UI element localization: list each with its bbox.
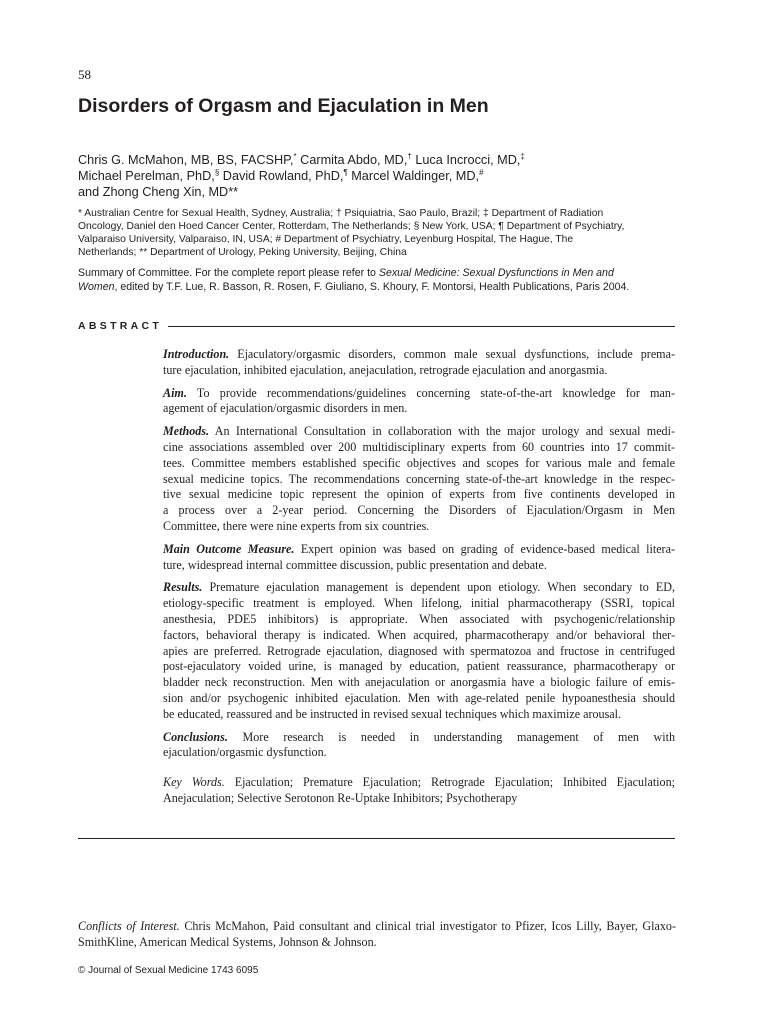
affiliation-line: Netherlands; ** Department of Urology, Peking University, Beijing, China <box>78 247 407 258</box>
author-name: Michael Perelman, PhD, <box>78 169 215 183</box>
abstract-line <box>163 347 675 363</box>
conflicts-line <box>78 919 676 935</box>
abstract-line: sexual medicine topics. The recommendations concerning state-of-the-art knowledge in the respec- <box>163 471 675 486</box>
abstract-line <box>163 386 675 402</box>
abstract-main-outcome <box>163 542 675 574</box>
summary-line <box>78 267 676 281</box>
abstract-line <box>163 542 675 558</box>
abstract-line <box>163 775 675 791</box>
abstract-line: ture ejaculation, inhibited ejaculation, anejaculation, retrograde ejaculation and anorgasmia. <box>163 362 608 377</box>
abstract-line: post-ejaculatory voided urine, is managed by education, patient reassurance, pharmacotherapy or <box>163 659 675 674</box>
affiliations <box>78 207 676 259</box>
abstract-line <box>163 424 675 440</box>
abstract-line: tive sexual medicine topic represent the opinion of experts from five continents developed in <box>163 487 675 502</box>
committee-summary <box>78 267 676 294</box>
abstract-text: Ejaculation; Premature Ejaculation; Retrograde Ejaculation; Inhibited Ejaculation; <box>234 775 675 790</box>
abstract-text: Expert opinion was based on grading of evidence-based medical litera- <box>300 541 675 556</box>
affiliation-line: Oncology, Daniel den Hoed Cancer Center, Rotterdam, The Netherlands; § New York, USA; ¶ Department of Psychiatry, <box>78 221 625 232</box>
abstract-divider <box>168 326 675 327</box>
abstract-line: etiology-specific treatment is employed. When lifelong, initial pharmacotherapy (SSRI, topical <box>163 596 675 611</box>
abstract-line: be educated, reassured and be instructed in revised sexual techniques which maximize arousal. <box>163 706 622 721</box>
author-line <box>78 184 678 200</box>
section-label: Key Words. <box>163 775 225 790</box>
abstract-line: tees. Committee members established specific objectives and scopes for various male and female <box>163 455 675 470</box>
abstract-line <box>163 580 675 596</box>
abstract-line: anesthesia, PDE5 inhibitors) is appropriate. When associated with psychogenic/relationship <box>163 611 675 626</box>
abstract-line <box>163 730 675 746</box>
affiliation-marker: ¶ <box>343 168 348 177</box>
affiliation-line: * Australian Centre for Sexual Health, Sydney, Australia; † Psiquiatria, Sao Paulo, Brazil; ‡ Department of Radiation <box>78 208 604 219</box>
book-title: Women <box>78 280 115 293</box>
affiliation-marker: # <box>479 168 484 177</box>
affiliation-marker: § <box>214 168 220 177</box>
section-label: Results. <box>163 580 203 595</box>
abstract-line: apies are preferred. Retrograde ejaculation, diagnosed with spermatozoa and fructose in centrifuged <box>163 643 675 658</box>
abstract-line: Committee, there were nine experts from six countries. <box>163 518 430 533</box>
author-name: Chris G. McMahon, MB, BS, FACSHP, <box>78 153 294 167</box>
copyright-notice: © Journal of Sexual Medicine 1743 6095 <box>78 965 259 976</box>
abstract-text: Ejaculatory/orgasmic disorders, common male sexual dysfunctions, include prema- <box>237 347 675 361</box>
summary-text: , edited by T.F. Lue, R. Basson, R. Rosen, F. Giuliano, S. Khoury, F. Montorsi, Health Publications, Paris 2004. <box>114 280 630 293</box>
abstract-line: Anejaculation; Selective Serotonon Re-Uptake Inhibitors; Psychotherapy <box>163 790 518 805</box>
author-line <box>78 152 678 168</box>
abstract-results <box>163 580 675 722</box>
abstract-conclusions <box>163 730 675 762</box>
abstract-introduction <box>163 347 675 379</box>
summary-text: Summary of Committee. For the complete report please refer to <box>78 267 379 279</box>
abstract-aim <box>163 386 675 418</box>
abstract-line: a process over a 2-year period. Concerning the Disorders of Ejaculation/Orgasm in Men <box>163 503 675 518</box>
abstract-text: To provide recommendations/guidelines concerning state-of-the-art knowledge for man- <box>196 385 675 400</box>
author-name: David Rowland, PhD, <box>219 169 344 183</box>
conflicts-line: SmithKline, American Medical Systems, Johnson & Johnson. <box>78 934 377 949</box>
article-title: Disorders of Orgasm and Ejaculation in Men <box>78 95 489 117</box>
abstract-line: ture, widespread internal committee discussion, public presentation and debate. <box>163 557 547 572</box>
conflicts-of-interest <box>78 919 676 951</box>
abstract-line: cine associations assembled over 200 multidisciplinary experts from 60 countries into 17 commit- <box>163 439 675 454</box>
abstract-line: factors, behavioral therapy is indicated. When acquired, pharmacotherapy and/or behavioral ther- <box>163 627 675 642</box>
abstract-text: More research is needed in understanding management of men with <box>242 729 675 744</box>
abstract-line: ejaculation/orgasmic dysfunction. <box>163 745 327 760</box>
author-name: Marcel Waldinger, MD, <box>347 169 480 183</box>
author-name: and Zhong Cheng Xin, MD** <box>78 185 239 199</box>
abstract-methods <box>163 424 675 535</box>
affiliation-marker: * <box>293 152 297 161</box>
conflicts-label: Conflicts of Interest. <box>78 919 180 933</box>
summary-line <box>78 281 676 295</box>
abstract-bottom-divider <box>78 838 675 839</box>
author-list <box>78 152 678 200</box>
abstract-body <box>163 347 675 814</box>
section-label: Introduction. <box>163 347 230 361</box>
book-title: Sexual Medicine: Sexual Dysfunctions in Men and <box>378 267 614 279</box>
section-label: Methods. <box>163 424 210 439</box>
abstract-line: sion and/or psychogenic inhibited ejaculation. Men with age-related penile hypoanesthesia should <box>163 690 675 705</box>
abstract-text: An International Consultation in collaboration with the major urology and sexual medi- <box>214 424 675 439</box>
author-name: Luca Incrocci, MD, <box>411 153 521 167</box>
author-line <box>78 168 678 184</box>
section-label: Main Outcome Measure. <box>163 541 295 556</box>
abstract-heading: ABSTRACT <box>78 320 163 332</box>
section-label: Conclusions. <box>163 729 228 744</box>
affiliation-marker: † <box>407 152 412 161</box>
affiliation-line: Valparaiso University, Valparaiso, IN, USA; # Department of Psychiatry, Leyenburg Hospital, The Hague, The <box>78 234 574 245</box>
author-name: Carmita Abdo, MD, <box>296 153 408 167</box>
affiliation-marker: ‡ <box>520 152 525 161</box>
page-number: 58 <box>78 67 91 82</box>
abstract-line: agement of ejaculation/orgasmic disorders in men. <box>163 401 408 416</box>
abstract-key-words <box>163 775 675 807</box>
abstract-text: Premature ejaculation management is dependent upon etiology. When secondary to ED, <box>209 580 676 595</box>
conflicts-text: Chris McMahon, Paid consultant and clinical trial investigator to Pfizer, Icos Lilly, Bayer, Glaxo- <box>184 919 676 933</box>
abstract-line: bladder neck reconstruction. Men with anejaculation or anorgasmia have a biologic failure of emis- <box>163 675 675 690</box>
section-label: Aim. <box>163 385 187 400</box>
